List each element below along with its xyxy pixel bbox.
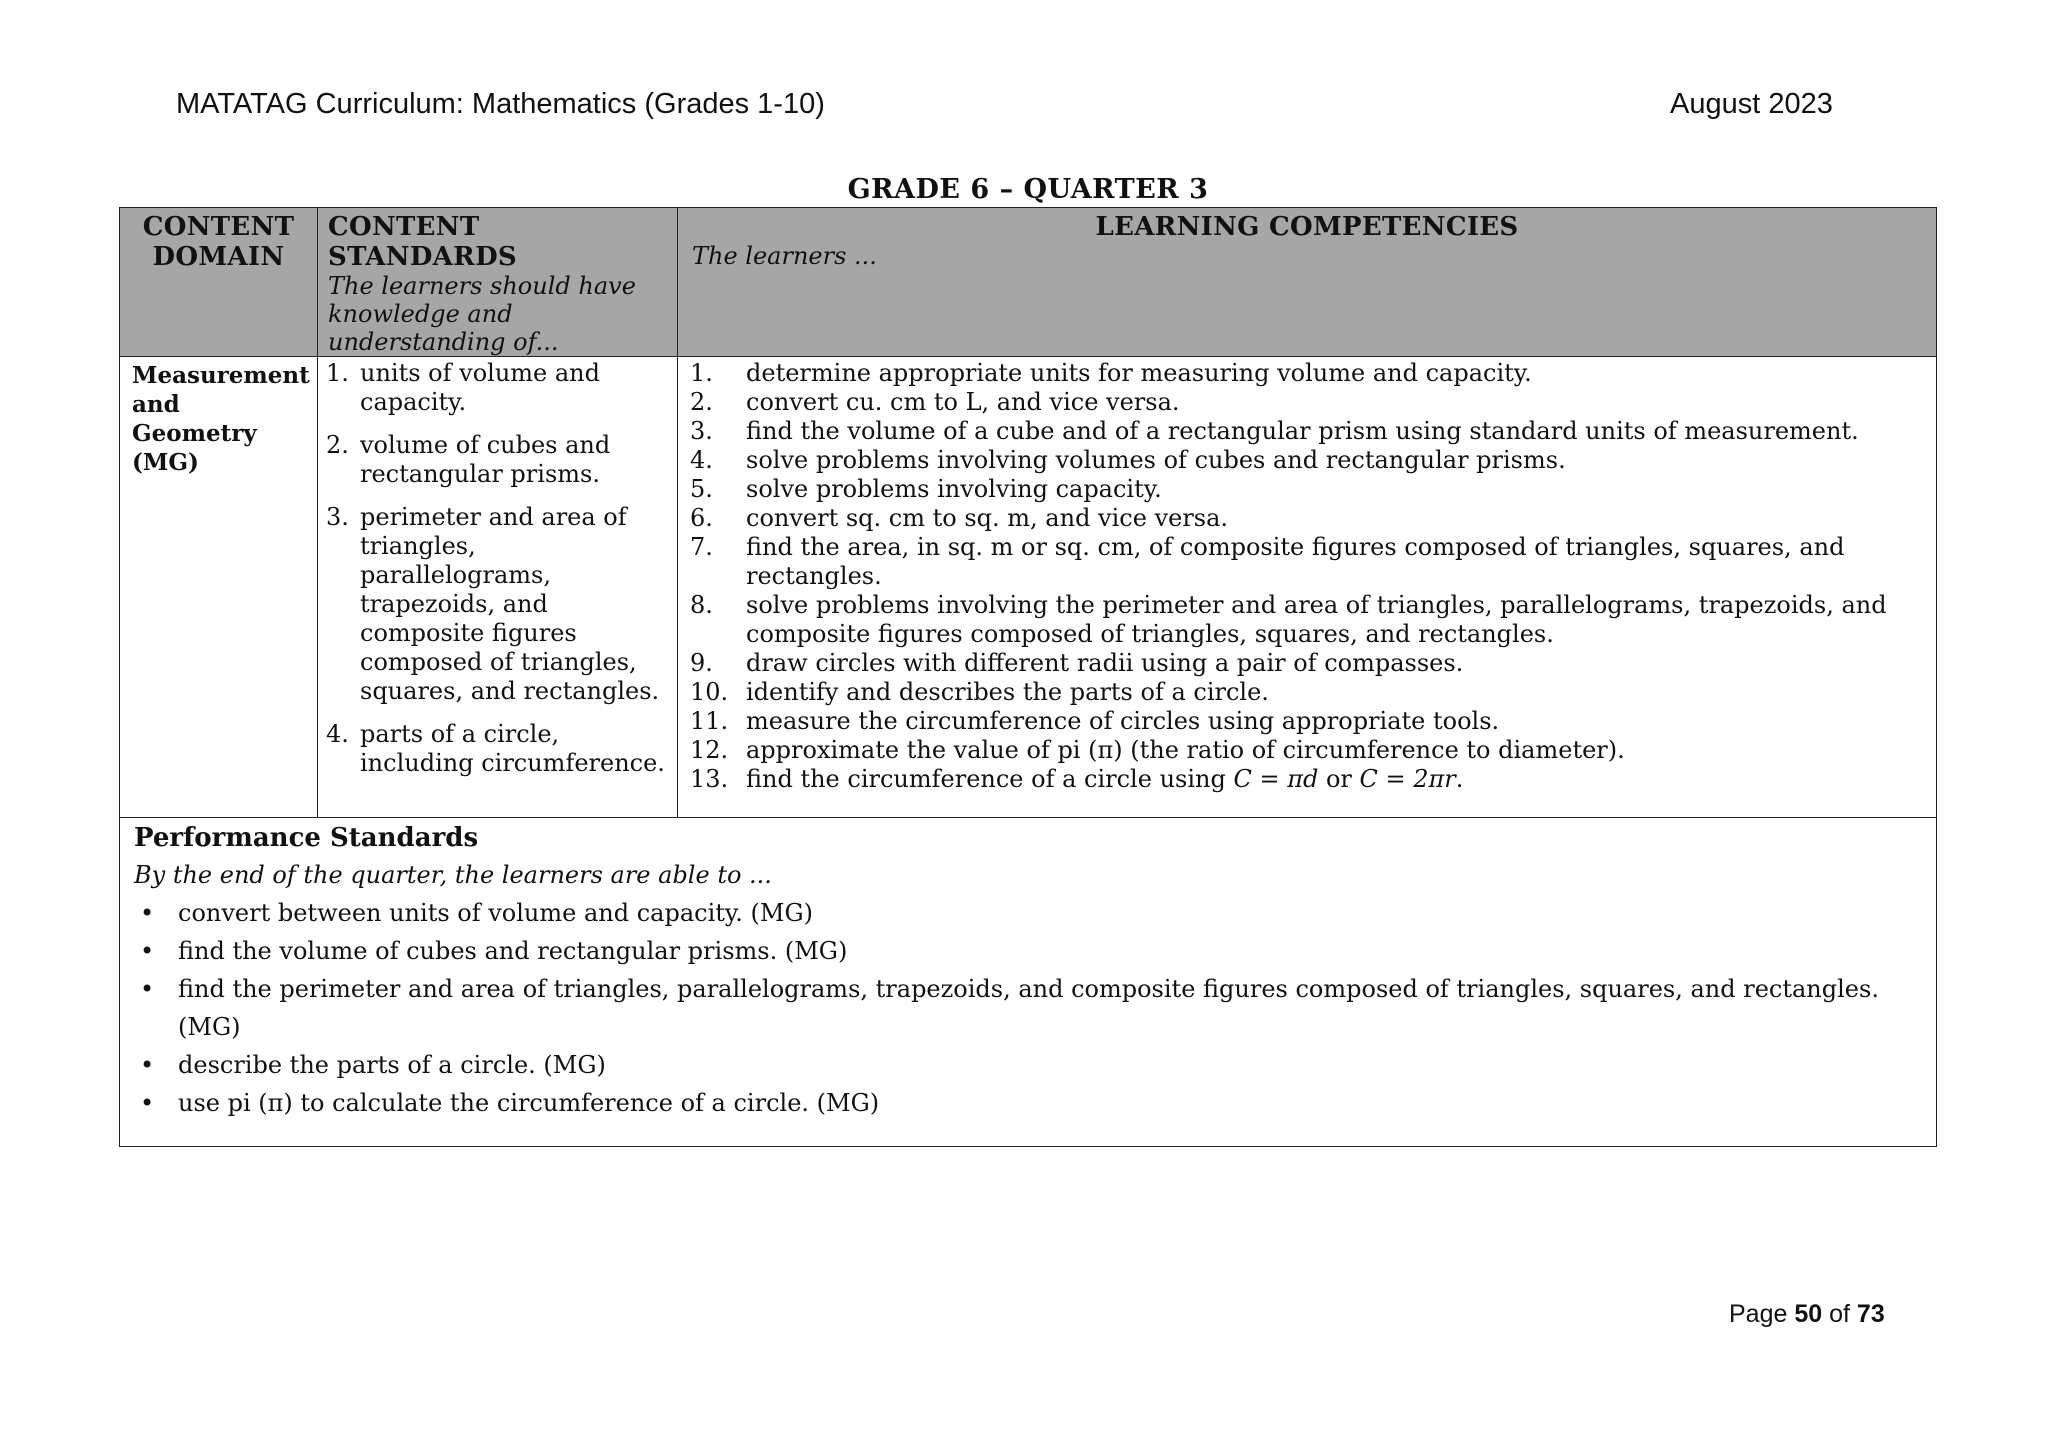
header-learning-competencies-title: LEARNING COMPETENCIES	[1095, 212, 1519, 242]
standard-text: units of volume and capacity.	[360, 359, 600, 416]
list-item	[326, 359, 669, 417]
list-item	[690, 707, 1926, 736]
header-content-domain-title: CONTENT DOMAIN	[142, 212, 295, 272]
competency-text: convert cu. cm to L, and vice versa.	[746, 388, 1180, 416]
competency-number: 1.	[690, 359, 713, 387]
list-item	[690, 591, 1926, 649]
table-row	[120, 357, 1937, 818]
competency-number: 7.	[690, 533, 713, 561]
table-header-row	[120, 208, 1937, 357]
list-item	[134, 970, 1922, 1046]
curriculum-table	[119, 207, 1937, 1147]
document-title: MATATAG Curriculum: Mathematics (Grades 1-10)	[176, 88, 825, 120]
list-item	[326, 720, 669, 778]
standard-number: 1.	[326, 359, 349, 387]
competency-number: 13.	[690, 765, 729, 793]
competency-text-part: or	[1318, 765, 1360, 793]
performance-item-text: convert between units of volume and capacity. (MG)	[178, 899, 814, 927]
competency-number: 3.	[690, 417, 713, 445]
list-item	[134, 932, 1922, 970]
competency-text-part: .	[1455, 765, 1464, 793]
competency-number: 6.	[690, 504, 713, 532]
competency-text: convert sq. cm to sq. m, and vice versa.	[746, 504, 1229, 532]
bullet-icon: •	[140, 1089, 155, 1117]
competency-number: 8.	[690, 591, 713, 619]
performance-standards-title: Performance Standards	[134, 823, 479, 853]
standard-text: parts of a circle, including circumference.	[360, 720, 665, 777]
of-label: of	[1829, 1300, 1850, 1328]
competency-text: find the volume of a cube and of a rectangular prism using standard units of measurement.	[746, 417, 1859, 445]
header-content-standards	[318, 208, 678, 357]
performance-standards-row	[120, 818, 1937, 1147]
list-item	[690, 359, 1926, 388]
competency-number: 2.	[690, 388, 713, 416]
list-item	[134, 894, 1922, 932]
competency-text: find the area, in sq. m or sq. cm, of composite figures composed of triangles, squares, and rectangles.	[746, 533, 1845, 590]
competency-text: solve problems involving capacity.	[746, 475, 1162, 503]
performance-item-text: find the perimeter and area of triangles, parallelograms, trapezoids, and composite figures composed of triangles, squares, and rectangles. (MG)	[178, 975, 1879, 1041]
competency-text	[746, 765, 1926, 794]
list-item	[690, 678, 1926, 707]
performance-standards-cell	[120, 818, 1937, 1147]
list-item	[690, 388, 1926, 417]
competency-text: approximate the value of pi (π) (the ratio of circumference to diameter).	[746, 736, 1625, 764]
header-content-standards-subtitle: The learners should have knowledge and understanding of...	[328, 272, 636, 356]
list-item	[690, 446, 1926, 475]
list-item	[134, 1046, 1922, 1084]
competency-number: 10.	[690, 678, 729, 706]
competency-number: 4.	[690, 446, 713, 474]
bullet-icon: •	[140, 1051, 155, 1079]
standard-number: 4.	[326, 720, 349, 748]
competency-number: 5.	[690, 475, 713, 503]
list-item	[690, 504, 1926, 533]
competency-text: solve problems involving volumes of cubes and rectangular prisms.	[746, 446, 1566, 474]
list-item	[690, 649, 1926, 678]
bullet-icon: •	[140, 899, 155, 927]
standard-number: 3.	[326, 503, 349, 531]
list-item	[690, 417, 1926, 446]
standard-number: 2.	[326, 431, 349, 459]
performance-item-text: describe the parts of a circle. (MG)	[178, 1051, 606, 1079]
content-domain-cell: Measurement and Geometry (MG)	[120, 357, 318, 818]
document-date: August 2023	[1670, 88, 1833, 120]
competency-number: 12.	[690, 736, 729, 764]
bullet-icon: •	[140, 975, 155, 1003]
list-item	[134, 1084, 1922, 1122]
competency-text: draw circles with different radii using a pair of compasses.	[746, 649, 1464, 677]
competency-text-part: find the circumference of a circle using	[746, 765, 1234, 793]
page-total: 73	[1856, 1300, 1885, 1328]
competency-text: solve problems involving the perimeter and area of triangles, parallelograms, trapezoids, and composite figures composed of triangles, squares, and rectangles.	[746, 591, 1887, 648]
circumference-formula-radius: C = 2πr	[1359, 765, 1456, 793]
competency-text: measure the circumference of circles using appropriate tools.	[746, 707, 1500, 735]
page-label: Page	[1729, 1300, 1788, 1328]
performance-standards-subtitle: By the end of the quarter, the learners are able to ...	[134, 861, 772, 889]
page-footer	[1729, 1300, 1885, 1329]
performance-item-text: use pi (π) to calculate the circumference of a circle. (MG)	[178, 1089, 880, 1117]
competency-text: identify and describes the parts of a circle.	[746, 678, 1269, 706]
competency-number: 11.	[690, 707, 729, 735]
list-item	[690, 475, 1926, 504]
header-learning-competencies-subtitle: The learners ...	[692, 242, 877, 270]
content-standards-cell	[318, 357, 678, 818]
competency-text: determine appropriate units for measuring volume and capacity.	[746, 359, 1532, 387]
list-item	[690, 736, 1926, 765]
competency-number: 9.	[690, 649, 713, 677]
header-content-domain	[120, 208, 318, 357]
list-item	[690, 765, 1926, 794]
grade-quarter-title: GRADE 6 – QUARTER 3	[847, 174, 1209, 205]
standard-text: perimeter and area of triangles, parallelograms, trapezoids, and composite figures composed of triangles, squares, and rectangles.	[360, 503, 660, 705]
page-number: 50	[1794, 1300, 1823, 1328]
list-item	[690, 533, 1926, 591]
bullet-icon: •	[140, 937, 155, 965]
list-item	[326, 503, 669, 706]
header-content-standards-title: CONTENT STANDARDS	[328, 212, 517, 272]
header-learning-competencies	[678, 208, 1937, 357]
circumference-formula-diameter: C = πd	[1233, 765, 1319, 793]
performance-item-text: find the volume of cubes and rectangular prisms. (MG)	[178, 937, 848, 965]
learning-competencies-cell	[678, 357, 1937, 818]
list-item	[326, 431, 669, 489]
standard-text: volume of cubes and rectangular prisms.	[360, 431, 611, 488]
